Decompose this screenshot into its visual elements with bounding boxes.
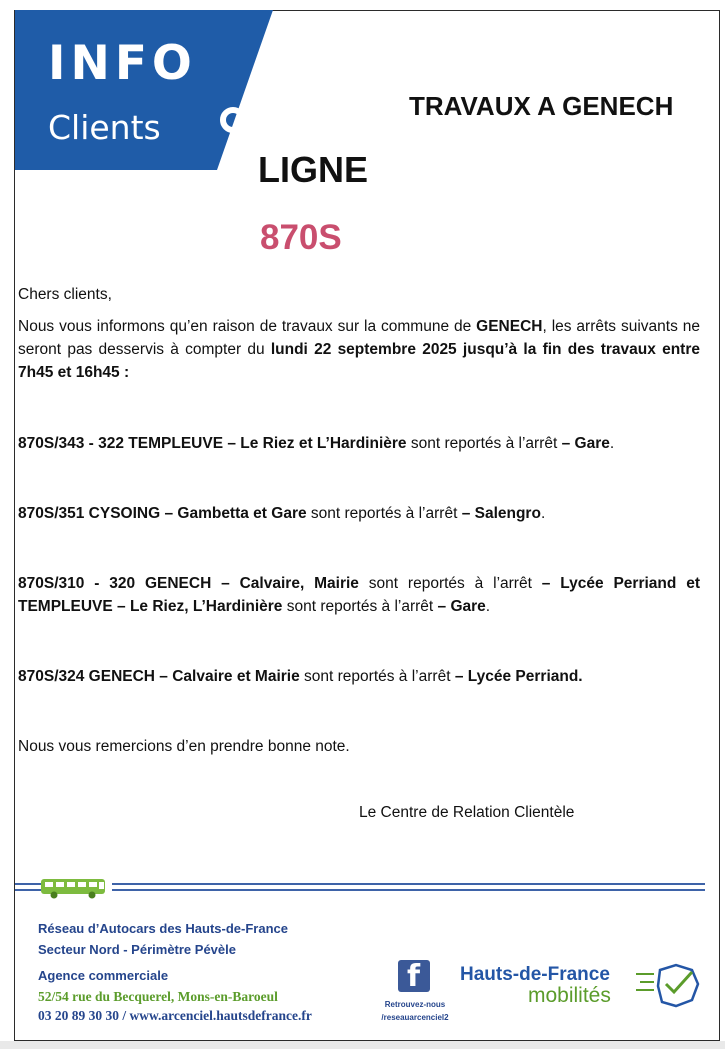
item3-bold-3: – Gare: [437, 598, 486, 615]
hauts-de-france-map-icon: [636, 962, 702, 1010]
stop-item-1: [18, 432, 700, 455]
item1-bold-2: – Gare: [561, 435, 610, 452]
ligne-label: LIGNE: [258, 149, 369, 190]
item3-text-3: .: [485, 598, 491, 615]
facebook-caption-2[interactable]: /reseauarcenciel2: [381, 1013, 449, 1022]
item4-text-1: sont reportés à l’arrêt: [299, 668, 455, 685]
facebook-letter: f: [407, 959, 421, 994]
stop-item-4: [18, 665, 700, 688]
intro-bold-2: lundi 22 septembre 2025 jusqu’à la fin des travaux entre 7h45 et 16h45 :: [18, 341, 700, 381]
line-code: 870S: [260, 218, 342, 257]
footer-network: Réseau d’Autocars des Hauts-de-France: [38, 921, 288, 936]
item3-text-2: sont reportés à l’arrêt: [282, 598, 438, 615]
bus-icon: [40, 878, 108, 900]
item2-bold-2: – Salengro: [461, 505, 541, 522]
item2-text-2: .: [540, 505, 546, 522]
intro-text-2: , les arrêts suivants ne seront pas desservis à compter du: [18, 318, 700, 358]
item4-bold-1: 870S/324 GENECH – Calvaire et Mairie: [18, 668, 300, 685]
item3-bold-2: – Lycée Perriand et TEMPLEUVE – Le Riez, L’Hardinière: [18, 575, 700, 615]
footer-divider-right-bottom: [112, 889, 705, 891]
brand-mobilites: mobilités: [528, 984, 611, 1007]
footer-agency: Agence commerciale: [38, 968, 169, 983]
intro-bold-1: GENECH: [476, 318, 543, 335]
footer-address: 52/54 rue du Becquerel, Mons-en-Baroeul: [38, 989, 278, 1004]
footer-contact[interactable]: 03 20 89 30 30 / www.arcenciel.hautsdefrance.fr: [38, 1008, 312, 1023]
item1-text-1: sont reportés à l’arrêt: [406, 435, 562, 452]
greeting: Chers clients,: [18, 286, 112, 303]
footer-divider-right-top: [112, 883, 705, 885]
item2-bold-1: 870S/351 CYSOING – Gambetta et Gare: [18, 505, 307, 522]
stop-item-2: [18, 502, 700, 525]
footer-sector: Secteur Nord - Périmètre Pévèle: [38, 942, 236, 957]
signature: Le Centre de Relation Clientèle: [359, 804, 575, 821]
intro-paragraph: [18, 315, 700, 384]
facebook-icon[interactable]: [398, 960, 430, 992]
facebook-caption-1: Retrouvez-nous: [384, 1000, 446, 1009]
info-clients-logo: [15, 10, 275, 170]
footer-divider-left-top: [15, 883, 42, 885]
stop-item-3: [18, 572, 700, 618]
bottom-band: [0, 1041, 725, 1049]
item4-bold-2: – Lycée Perriand.: [454, 668, 583, 685]
closing-text: Nous vous remercions d’en prendre bonne note.: [18, 738, 350, 755]
brand-hauts-de-france: Hauts-de-France: [460, 964, 610, 985]
intro-text-1: Nous vous informons qu’en raison de travaux sur la commune de: [18, 318, 477, 335]
logo-clients-text: Clients: [48, 108, 161, 147]
item3-bold-1: 870S/310 - 320 GENECH – Calvaire, Mairie: [18, 575, 359, 592]
item2-text-1: sont reportés à l’arrêt: [306, 505, 462, 522]
item3-text-1: sont reportés à l’arrêt: [358, 575, 542, 592]
footer-divider-left-bottom: [15, 889, 42, 891]
headline: TRAVAUX A GENECH: [409, 91, 674, 121]
item1-bold-1: 870S/343 - 322 TEMPLEUVE – Le Riez et L’Hardinière: [18, 435, 407, 452]
logo-info-text: INFO: [48, 36, 197, 91]
item1-text-2: .: [609, 435, 615, 452]
